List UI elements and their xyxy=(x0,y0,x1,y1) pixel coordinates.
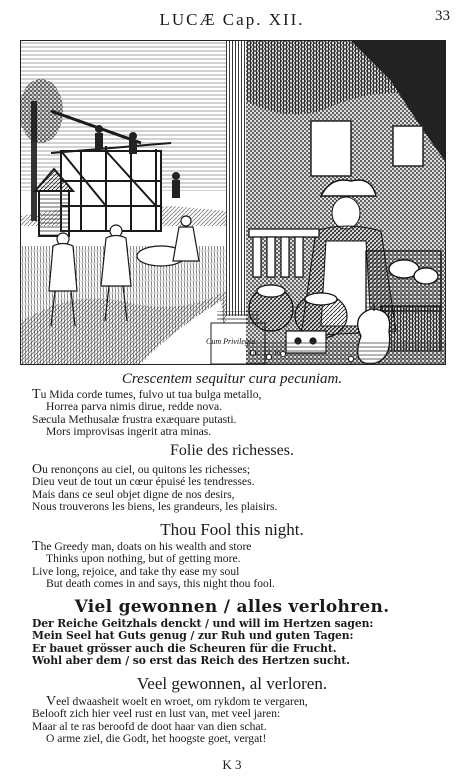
privilege-caption: Cum Privilegio xyxy=(206,337,256,346)
scripture-reference-caption: Luc. 12. 16. xyxy=(249,349,283,357)
section-title-latin: Crescentem sequitur cura pecuniam. xyxy=(121,371,343,387)
verse-line: Live long, rejoice, and take thy ease my soul xyxy=(32,564,240,578)
page-header xyxy=(0,8,464,32)
section-title-english: Thou Fool this night. xyxy=(160,520,304,539)
verse-line: Sæcula Methusalæ frustra exæquare putasti. xyxy=(32,412,237,426)
chapter-title: LUCÆ Cap. XII. xyxy=(159,10,305,29)
verse-line: Er bauet grösser auch die Scheuren für die Frucht. xyxy=(32,641,337,655)
verse-line: Horrea parva nimis dirue, redde nova. xyxy=(46,400,223,414)
verse-dutch xyxy=(32,696,442,746)
verse-line: Mein Seel hat Guts genug / zur Ruh und guten Tagen: xyxy=(32,629,354,643)
engraving-illustration xyxy=(20,40,446,365)
verse-line: Dieu veut de tout un cœur épuisé les tendresses. xyxy=(32,475,255,489)
verse-line: Veel dwaasheit woelt en wroet, om rykdom te vergaren, xyxy=(46,694,308,709)
verse-line: The Greedy man, doats on his wealth and store xyxy=(32,539,252,554)
verse-line: Thinks upon nothing, but of getting more. xyxy=(46,552,241,566)
verse-latin xyxy=(32,389,442,439)
section-title-german: Viel gewonnen / alles verlohren. xyxy=(74,597,390,617)
verse-line: Mors improvisas ingerit atra minas. xyxy=(46,425,212,439)
verse-line: O arme ziel, die Godt, het hoogste goet, vergat! xyxy=(46,732,267,746)
verse-french xyxy=(32,464,442,514)
verse-line: Ou renonçons au ciel, ou quitons les richesses; xyxy=(32,462,251,477)
verse-line: Tu Mida corde tumes, fulvo ut tua bulga metallo, xyxy=(32,387,262,402)
section-title-dutch: Veel gewonnen, al verloren. xyxy=(136,674,328,693)
verse-line: Der Reiche Geitzhals denckt / und will im Hertzen sagen: xyxy=(32,617,374,630)
signature-mark: K 3 xyxy=(222,757,242,772)
verse-line: Belooft zich hier veel rust en lust van, met veel jaren: xyxy=(32,707,281,721)
verse-english xyxy=(32,541,442,591)
page-number: 33 xyxy=(435,8,450,24)
verse-line: But death comes in and says, this night thou fool. xyxy=(46,577,275,591)
verse-german xyxy=(32,618,442,668)
verse-line: Nous trouverons les biens, les grandeurs, les plaisirs. xyxy=(32,500,278,514)
verse-line: Maar al te ras beroofd de doot haar van dien schat. xyxy=(32,719,267,733)
verse-line: Wohl aber dem / so erst das Reich des Hertzen sucht. xyxy=(32,654,350,668)
section-title-french: Folie des richesses. xyxy=(170,442,294,459)
verse-line: Mais dans ce seul objet digne de nos desirs, xyxy=(32,487,235,501)
